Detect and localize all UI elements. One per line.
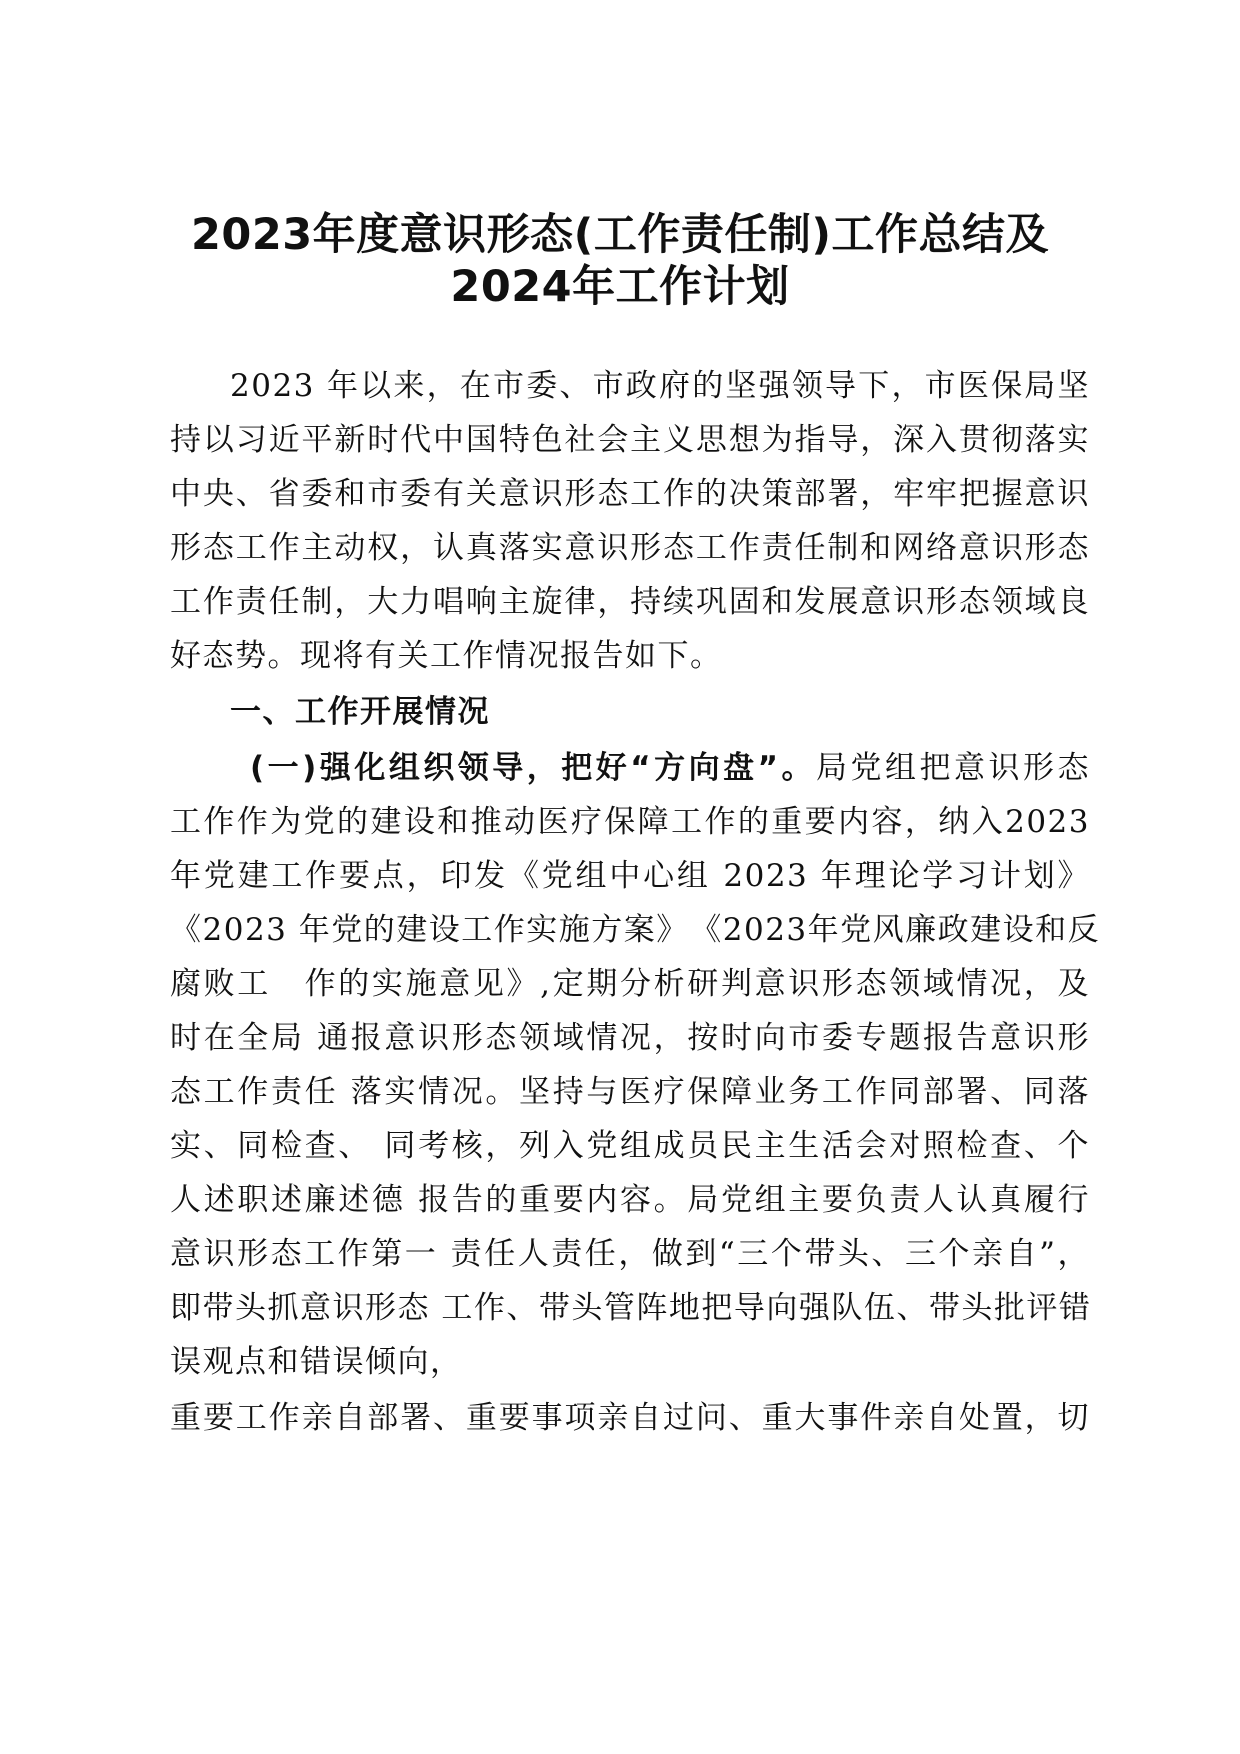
body-line: 年党建工作要点，印发《党组中心组 2023 年理论学习计划》 [170, 858, 1090, 894]
intro-line: 2023 年以来，在市委、市政府的坚强领导下，市医保局坚 [230, 368, 1090, 404]
body-line: 工作作为党的建设和推动医疗保障工作的重要内容，纳入2023 [170, 804, 1090, 840]
intro-line: 好态势。现将有关工作情况报告如下。 [170, 638, 723, 674]
document-title-line2: 2024年工作计划 [450, 262, 790, 312]
document-title-line1: 2023年度意识形态(工作责任制)工作总结及 [191, 210, 1049, 260]
body-line: 腐败工 作的实施意见》,定期分析研判意识形态领域情况，及 [170, 966, 1090, 1002]
body-line: 人述职述廉述德 报告的重要内容。局党组主要负责人认真履行 [170, 1182, 1090, 1218]
body-line: 即带头抓意识形态 工作、带头管阵地把导向强队伍、带头批评错 [170, 1290, 1092, 1326]
intro-line: 持以习近平新时代中国特色社会主义思想为指导，深入贯彻落实 [170, 422, 1090, 458]
subsection-first-line [250, 746, 1090, 790]
section-heading: 一、工作开展情况 [230, 694, 490, 730]
subsection-title: (一)强化组织领导，把好“方向盘”。 [250, 750, 817, 786]
body-line: 态工作责任 落实情况。坚持与医疗保障业务工作同部署、同落 [170, 1074, 1090, 1110]
intro-line: 中央、省委和市委有关意识形态工作的决策部署，牢牢把握意识 [170, 476, 1090, 512]
body-line: 时在全局 通报意识形态领域情况，按时向市委专题报告意识形 [170, 1020, 1090, 1056]
body-line: 意识形态工作第一 责任人责任，做到“三个带头、三个亲自”， [170, 1236, 1090, 1272]
body-line: 误观点和错误倾向， [170, 1344, 463, 1380]
body-line: 《2023 年党的建设工作实施方案》 《2023年党风廉政建设和反 [170, 912, 1101, 948]
body-line: 重要工作亲自部署、重要事项亲自过问、重大事件亲自处置，切 [170, 1400, 1090, 1436]
intro-line: 工作责任制，大力唱响主旋律，持续巩固和发展意识形态领域良 [170, 584, 1090, 620]
intro-line: 形态工作主动权，认真落实意识形态工作责任制和网络意识形态 [170, 530, 1090, 566]
subsection-first-line-text: 局党组把意识形态 [816, 750, 1090, 786]
body-line: 实、同检查、 同考核，列入党组成员民主生活会对照检查、个 [170, 1128, 1090, 1164]
